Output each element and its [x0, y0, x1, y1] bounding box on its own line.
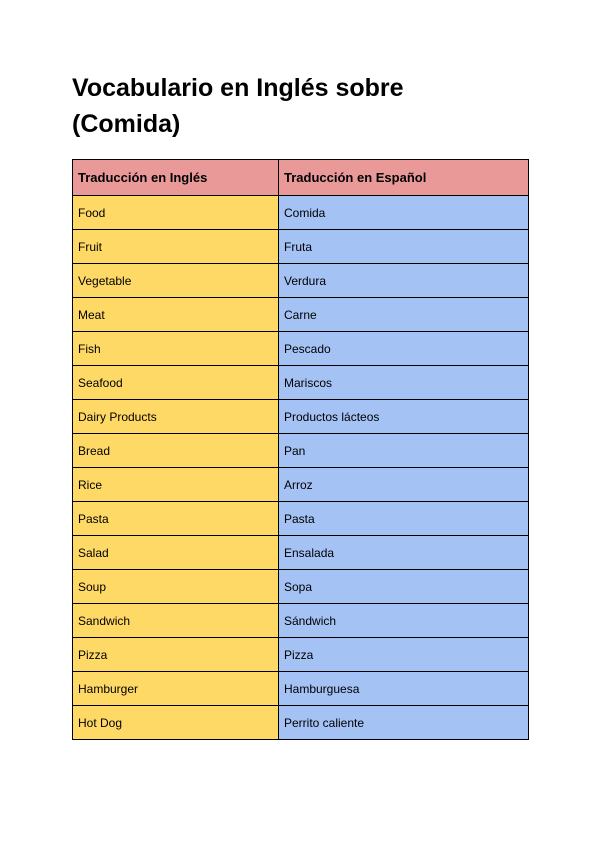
english-word-cell: Hamburger — [73, 672, 279, 706]
header-spanish-translation: Traducción en Español — [279, 160, 529, 196]
english-word-cell: Bread — [73, 434, 279, 468]
english-word-cell: Pasta — [73, 502, 279, 536]
english-word-cell: Food — [73, 196, 279, 230]
spanish-word-cell: Hamburguesa — [279, 672, 529, 706]
page-title-line-2: (Comida) — [72, 110, 181, 138]
table-body — [73, 196, 529, 740]
table-row — [73, 672, 529, 706]
english-word-cell: Soup — [73, 570, 279, 604]
table-row — [73, 638, 529, 672]
spanish-word-cell: Productos lácteos — [279, 400, 529, 434]
english-word-cell: Salad — [73, 536, 279, 570]
spanish-word-cell: Comida — [279, 196, 529, 230]
spanish-word-cell: Sándwich — [279, 604, 529, 638]
spanish-word-cell: Pizza — [279, 638, 529, 672]
spanish-word-cell: Pescado — [279, 332, 529, 366]
spanish-word-cell: Verdura — [279, 264, 529, 298]
table-row — [73, 468, 529, 502]
table-row — [73, 570, 529, 604]
spanish-word-cell: Ensalada — [279, 536, 529, 570]
table-row — [73, 400, 529, 434]
table-row — [73, 298, 529, 332]
english-word-cell: Meat — [73, 298, 279, 332]
table-header-row — [73, 160, 529, 196]
english-word-cell: Sandwich — [73, 604, 279, 638]
spanish-word-cell: Mariscos — [279, 366, 529, 400]
table-row — [73, 196, 529, 230]
table-row — [73, 366, 529, 400]
spanish-word-cell: Pasta — [279, 502, 529, 536]
table-row — [73, 434, 529, 468]
english-word-cell: Seafood — [73, 366, 279, 400]
table-header — [73, 160, 529, 196]
table-row — [73, 230, 529, 264]
table-row — [73, 264, 529, 298]
spanish-word-cell: Pan — [279, 434, 529, 468]
page-title — [72, 70, 542, 142]
page-title-line-1: Vocabulario en Inglés sobre — [72, 74, 404, 102]
spanish-word-cell: Fruta — [279, 230, 529, 264]
header-english-translation: Traducción en Inglés — [73, 160, 279, 196]
spanish-word-cell: Perrito caliente — [279, 706, 529, 740]
english-word-cell: Vegetable — [73, 264, 279, 298]
english-word-cell: Dairy Products — [73, 400, 279, 434]
english-word-cell: Pizza — [73, 638, 279, 672]
table-row — [73, 536, 529, 570]
vocabulary-table — [72, 159, 529, 740]
table-row — [73, 604, 529, 638]
english-word-cell: Fish — [73, 332, 279, 366]
english-word-cell: Rice — [73, 468, 279, 502]
english-word-cell: Hot Dog — [73, 706, 279, 740]
spanish-word-cell: Sopa — [279, 570, 529, 604]
table-row — [73, 706, 529, 740]
spanish-word-cell: Carne — [279, 298, 529, 332]
english-word-cell: Fruit — [73, 230, 279, 264]
table-row — [73, 332, 529, 366]
spanish-word-cell: Arroz — [279, 468, 529, 502]
table-row — [73, 502, 529, 536]
